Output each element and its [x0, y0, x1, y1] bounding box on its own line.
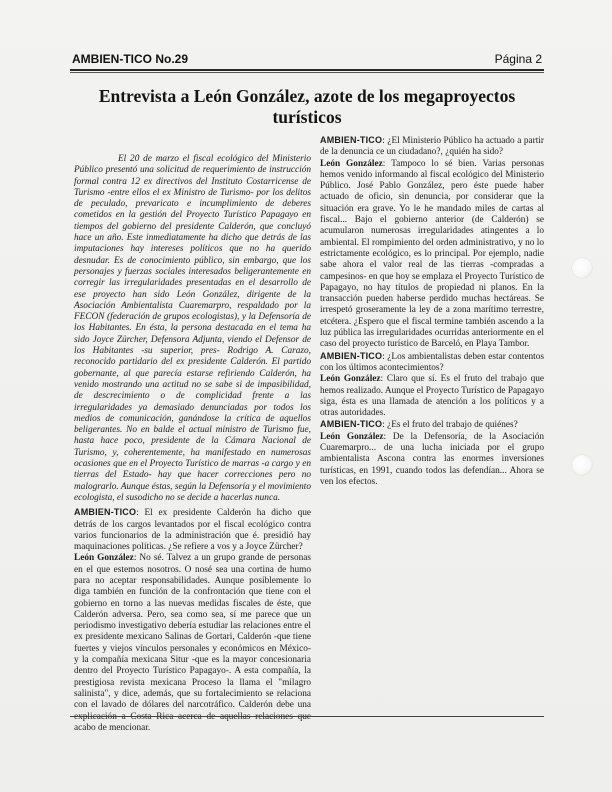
right-column [320, 135, 544, 488]
answer-1 [74, 553, 311, 734]
page-header [72, 52, 542, 70]
header-rule-thin [70, 72, 544, 73]
question-2 [320, 135, 544, 159]
interviewee-label: León González [74, 553, 134, 564]
article-intro: El 20 de marzo el fiscal ecológico del Ministerio Público presentó una solicitud de requerimiento de instrucción formal contra 12 ex directivos del Instituto Costarricense de Turismo -entre ellos el ex Ministro de Turismo- por los delitos de peculado, prevaricato e incumplimiento de deberes cometidos en la gestión del Proyecto Turístico Papagayo en tiempos del gobierno del presidente Calderón, que concluyó hace un año. Este inmediatamente ha dicho que detrás de las imputaciones hay intereses políticos que no ha querido desnudar. Es de conocimiento público, sin embargo, que los personajes y fuerzas sociales interesados beligerantemente en corregir las irregularidades presentadas en el desarrollo de ese proyecto han sido León González, dirigente de la Asociación Ambientalista Cuaremarpro, respaldado por la FECON (federación de grupos ecologistas), y la Defensoría de los Habitantes. En ésta, la persona destacada en el tema ha sido Joyce Zürcher, Defensora Adjunta, viendo el Defensor de los Habitantes -su superior, pres- Rodrigo A. Carazo, reconocido partidario del ex presidente Calderón. El partido gobernante, al que parecía estarse refiriendo Calderón, ha venido mostrando una actitud no se sabe si de impasibilidad, de descrecimiento o de complicidad frente a las irregularidades ya demasiado denunciadas por todos los medios de comunicación, ganándose la crítica de aquellos beligerantes. No en balde el actual ministro de Turismo fue, hasta hace poco, presidente de la Cámara Nacional de Turismo, y, coherentemente, ha manifestado en numerosas ocasiones que en el Proyecto Turístico de marras -a cargo y en tierras del Estado- hay que hacer correcciones pero no malograrlo. Aunque éstas, según la Defensoría y el movimiento ecologista, el susodicho no se decide a hacerlas nunca. [74, 154, 311, 503]
answer-text: : Claro que sí. Es el fruto del trabajo que hemos realizado. Aunque el Proyecto Turístico de Papagayo siga, ésta es una llamada de atención a los políticos y a otras autoridades. [320, 374, 544, 419]
question-3 [320, 351, 544, 375]
question-4 [320, 419, 544, 431]
left-column [74, 154, 311, 734]
punch-hole [572, 258, 592, 278]
interviewee-label: León González [320, 158, 383, 169]
answer-text: : Tampoco lo sé bien. Varias personas hemos venido informando al fiscal ecológico del Ministerio Público. José Pablo González, pero éste puede haber actuado de oficio, sin denuncia, por considerar que la situación era grave. Yo le he mandado miles de cartas al fiscal... Bajo el gobierno anterior (de Calderón) se acumularon numerosas irregularidades atingentes a lo ambiental. El rompimiento del orden administrativo, y no lo estrictamente ecológico, es lo principal. Por ejemplo, nadie sabe ahora el valor real de las tierras -compradas a campesinos- en que hoy se emplaza el Proyecto Turístico de Papagayo, no hay títulos de propiedad ni planos. En la transacción pueden haberse perdido muchas hectáreas. Se irrespetó groseramente la ley de a zona marítimo terrestre, etcétera. ¿Espero que el fiscal termine también ascendo a la luz pública las irregularidades ocurridas anteriormente en el caso del proyecto turístico de Barceló, en Playa Tambor. [320, 158, 544, 350]
interviewee-label: León González [320, 374, 381, 385]
interviewer-label: AMBIEN-TICO [320, 419, 383, 430]
punch-hole [572, 455, 592, 475]
interviewer-label: AMBIEN-TICO [320, 350, 383, 361]
question-text: : ¿Es el fruto del trabajo de quiénes? [382, 420, 518, 431]
answer-text: : No sé. Talvez a un grupo grande de personas en el que estemos nosotros. O nosé sea una cortina de humo para no aceptar responsabilidades. Aunque posiblemente lo diga también en función de la confrontación que tiene con el gobierno en torno a las nuevas medidas fiscales de éste, que Calderón adversa. Pero, sea como sea, sí me parece que un periodismo investigativo debería estudiar las relaciones entre el ex presidente mexicano Salinas de Gortari, Calderón -que tiene fuertes y viejos vínculos personales y económicos en México- y la compañía mexicana Situr -que es la mayor concesionaria dentro del Proyecto Turístico Papagayo-. A esta compañía, la prestigiosa revista mexicana Proceso la llama el "milagro salinista", y dice, además, que su fortalecimiento se relaciona con el lavado de dólares del narcotráfico. Calderón debe una acabo de mencionar. [74, 553, 311, 733]
publication-title: AMBIEN-TICO No.29 [72, 52, 189, 66]
header-rule [70, 69, 544, 71]
question-text: : ¿Los ambientalistas deben estar contentos con los últimos acontecimientos? [320, 351, 544, 373]
page-number: Página 2 [494, 52, 542, 66]
answer-4 [320, 432, 544, 488]
question-text: : ¿El Ministerio Público ha actuado a partir de la denuncia ce un ciudadano?, ¿quién ha sido? [320, 136, 544, 158]
question-1 [74, 507, 311, 553]
footer-rule [70, 716, 544, 717]
answer-3 [320, 374, 544, 419]
question-text: : El ex presidente Calderón ha dicho que detrás de los cargos levantados por el fiscal ecológico contra varios funcionarios de la administración que é. presidió hay maquinaciones políticas. ¿Se refiere a vos y a Joyce Zürcher? [74, 508, 311, 553]
interviewee-label: León González [320, 431, 384, 442]
article-title: Entrevista a León González, azote de los megaproyectos turísticos [98, 86, 516, 127]
answer-2 [320, 159, 544, 351]
interviewer-label: AMBIEN-TICO [74, 507, 137, 518]
interviewer-label: AMBIEN-TICO [320, 135, 383, 145]
answer-text: : De la Defensoría, de la Asociación Cuaremarpro... de una lucha iniciada por el grupo ambientalista Ascona contra las enormes inversiones turísticas, en 1991, cuando todos las defendían... Ahora se ven los efectos. [320, 431, 544, 487]
